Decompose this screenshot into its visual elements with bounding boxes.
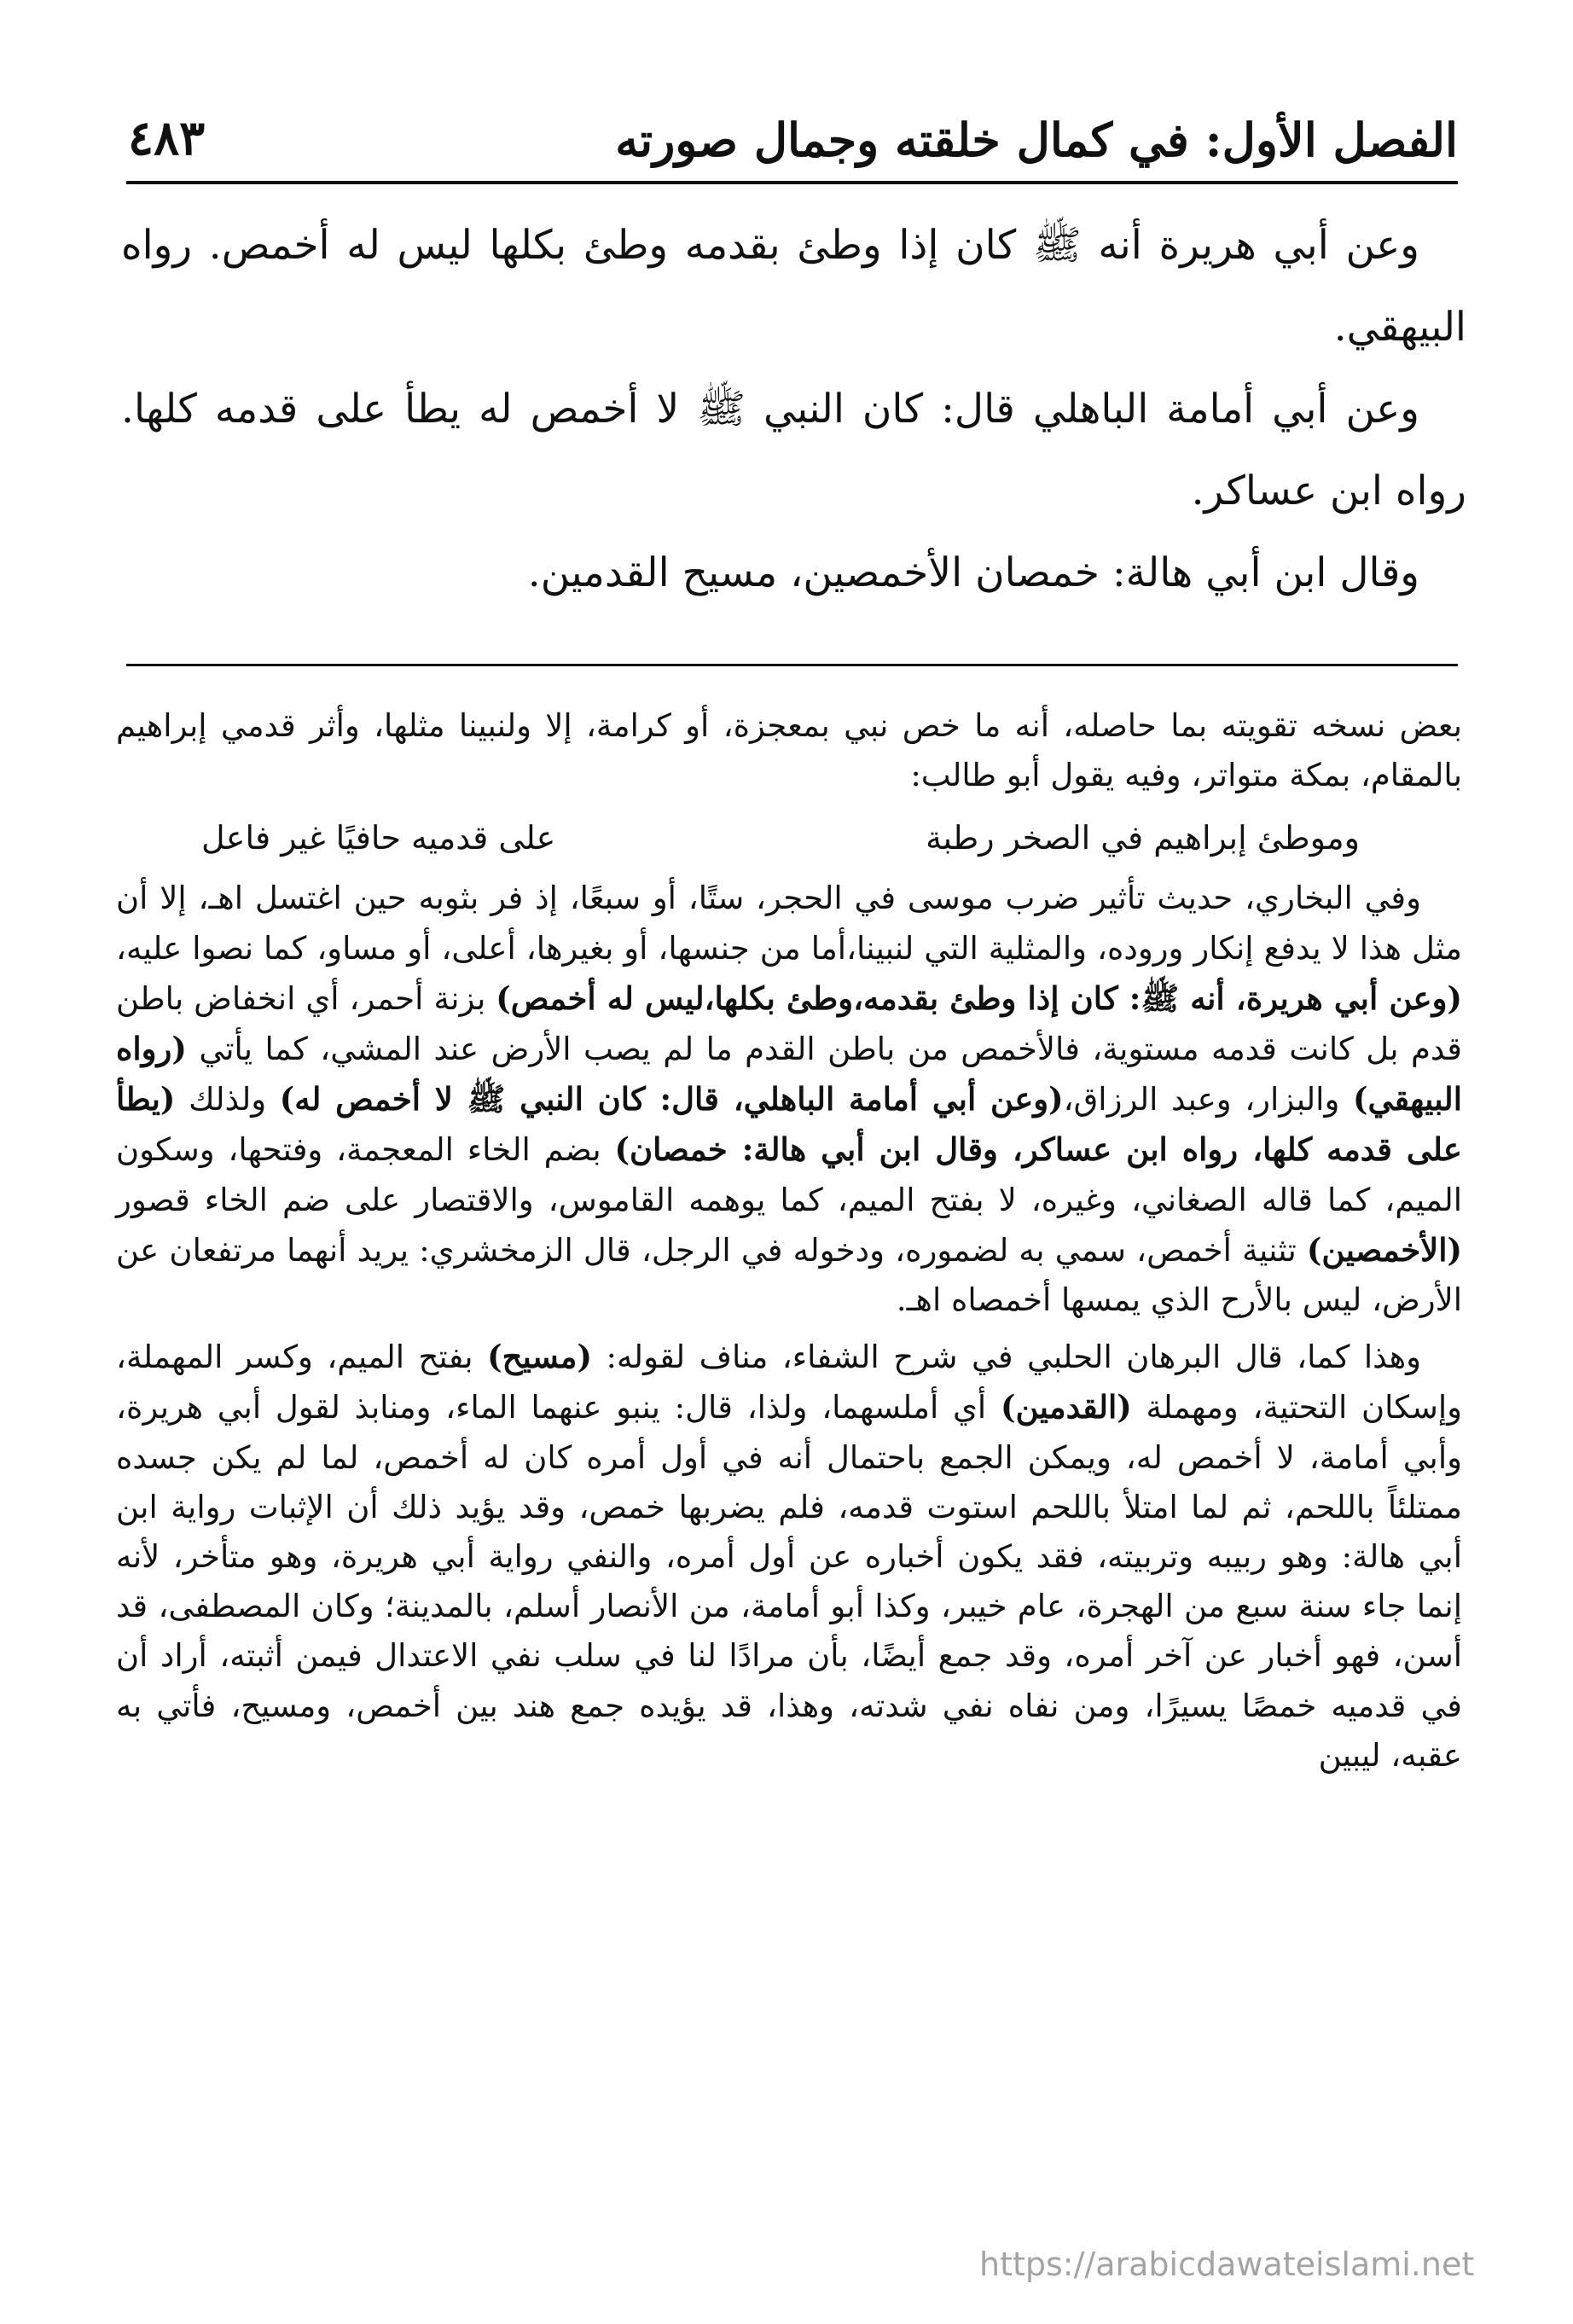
main-paragraph: وعن أبي أمامة الباهلي قال: كان النبي ﷺ لا أخمص له يطأ على قدمه كلها. رواه ابن عساكر. xyxy=(121,386,1466,514)
paragraph-gap xyxy=(116,1325,1462,1332)
quoted-text: (مسيح) xyxy=(487,1338,592,1376)
main-paragraph: وعن أبي هريرة أنه ﷺ كان إذا وطئ بقدمه وطئ بكلها ليس له أخمص. رواه البيهقي. xyxy=(121,222,1466,351)
main-paragraph: وقال ابن أبي هالة: خمصان الأخمصين، مسيح القدمين. xyxy=(527,549,1419,596)
commentary-text-run: بفتح الميم، وكسر المهملة، وإسكان التحتية، ومهملة xyxy=(116,1339,1462,1426)
commentary-text-run: أي أملسهما، ولذا، قال: ينبو عنهما الماء، ومنابذ لقول أبي هريرة، وأبي أمامة، لا أخمص له، ويمكن الجمع باحتمال أنه في أول أمره كان له أخمص، لما لم يكن جسده ممتلئاً باللحم، ثم لما امتلأ باللحم استوت قدمه، فلم يضربها خمص، وقد يؤيد ذلك أن الإثبات رواية ابن أبي هالة: وهو ربيبه وتربيته، فقد يكون أخباره عن أول أمره، والنفي رواية أبي هريرة، وهو متأخر، لأنه إنما جاء سنة سبع من الهجرة، عام خيبر، وكذا أبو أمامة، من الأنصار أسلم، بالمدينة؛ وكان المصطفى، قد أسن، فهو أخبار عن آخر أمره، وقد جمع أيضًا، بأن مرادًا لنا في سلب نفي الاعتدال فيمن أثبته، أراد أن في قدميه خمصًا يسيرًا، ومن نفاه نفي شدته، وهذا، قد يؤيده جمع هند بين أخمص، ومسيح، فأتي به عقبه، ليبين xyxy=(116,1389,1462,1774)
header-rule xyxy=(126,181,1458,184)
quoted-text: (وعن أبي أمامة الباهلي، قال: كان النبي ﷺ لا أخمص له) xyxy=(279,1080,1064,1118)
quoted-text: (وعن أبي هريرة، أنه ﷺ: كان إذا وطئ بقدمه،وطئ بكلها،ليس له أخمص) xyxy=(496,979,1462,1017)
commentary-text-run: وفي البخاري، حديث تأثير ضرب موسى في الحجر، ستًا، أو سبعًا، إذ فر بثوبه حين اغتسل اهـ، إلا أن مثل هذا لا يدفع إنكار وروده، والمثلية التي لنبينا،أما من جنسها، أو بغيرها، أعلى، أو مساو، كما نصوا عليه، xyxy=(116,880,1463,967)
chapter-title: الفصل الأول: في كمال خلقته وجمال صورته xyxy=(615,112,1458,167)
commentary-paragraph: بعض نسخه تقويته بما حاصله، أنه ما خص نبي بمعجزة، أو كرامة، إلا ولنبينا مثلها، وأثر قدمي إبراهيم بالمقام، بمكة متواتر، وفيه يقول أبو طالب: xyxy=(116,707,1462,794)
poem-first-hemistich: وموطئ إبراهيم في الصخر رطبة xyxy=(926,819,1360,857)
watermark-url: https://arabicdawateislami.net xyxy=(979,2246,1475,2283)
commentary-text-run: ولذلك xyxy=(175,1081,280,1118)
quoted-text: (يطأ على قدمه كلها، رواه ابن عساكر، وقال ابن أبي هالة: خمصان) xyxy=(116,1080,1463,1169)
commentary-text xyxy=(116,701,1462,1781)
commentary-paragraph xyxy=(116,1332,1462,1781)
quoted-text: (الأخمصين) xyxy=(1306,1230,1462,1269)
page-header xyxy=(128,89,1458,166)
poem-second-hemistich: على قدميه حافيًا غير فاعل xyxy=(201,819,556,857)
poem-verse xyxy=(116,810,1462,865)
page-number: ٤٨٣ xyxy=(128,110,206,167)
commentary-text-run: والبزار، وعبد الرزاق، xyxy=(1063,1081,1353,1118)
quoted-text: (القدمين) xyxy=(1000,1388,1132,1426)
main-text xyxy=(121,205,1466,614)
quoted-text: (رواه البيهقي) xyxy=(116,1030,1462,1118)
commentary-text-run: وهذا كما، قال البرهان الحلبي في شرح الشفاء، مناف لقوله: xyxy=(591,1339,1421,1376)
section-divider xyxy=(126,664,1458,666)
commentary-text-run: بضم الخاء المعجمة، وفتحها، وسكون الميم، كما قاله الصغاني، وغيره، لا بفتح الميم، كما يوهمه القاموس، والاقتصار على ضم الخاء قصور xyxy=(116,1131,1462,1218)
commentary-paragraph xyxy=(116,874,1462,1325)
commentary-text-run: تثنية أخمص، سمي به لضموره، ودخوله في الرجل، قال الزمخشري: يريد أنهما مرتفعان عن الأرض، ليس بالأرح الذي يمسها أخمصاه اهـ. xyxy=(116,1231,1462,1319)
commentary-text-run: بزنة أحمر، أي انخفاض باطن قدم بل كانت قدمه مستوية، فالأخمص من باطن القدم ما لم يصب الأرض عند المشي، كما يأتي xyxy=(116,979,1462,1068)
